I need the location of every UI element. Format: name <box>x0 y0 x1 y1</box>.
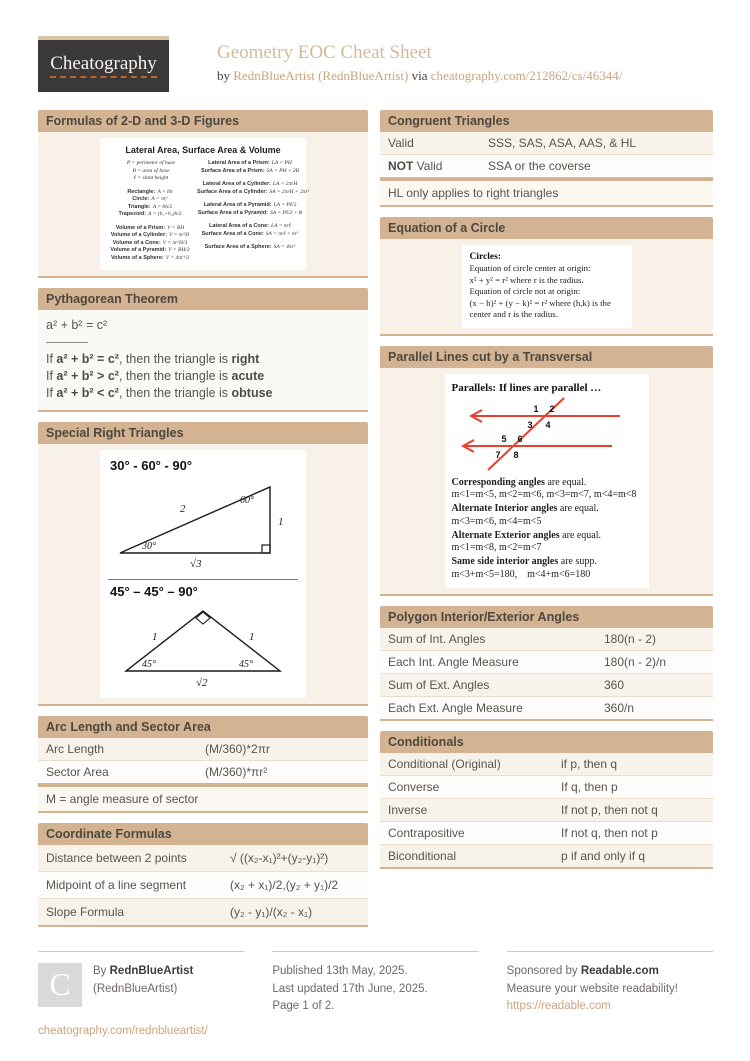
section-note: HL only applies to right triangles <box>380 179 713 207</box>
formula-line: Lateral Area of a Cylinder: LA = 2πrH <box>202 181 298 187</box>
formula-line: Volume of a Pyramid: V = BH/3 <box>110 247 190 253</box>
content-columns <box>38 110 713 937</box>
row-label: Each Int. Angle Measure <box>388 654 519 669</box>
row-label: Slope Formula <box>46 905 125 919</box>
table-row <box>380 775 713 798</box>
table-row <box>380 844 713 867</box>
formula-line: Surface Area of a Cylinder: SA = 2πrH + 2πr² <box>197 188 310 195</box>
row-label: Valid <box>388 136 414 150</box>
table-row <box>38 898 368 925</box>
transversal-rule: Same side interior angles are supp. m<3+m<5=180, m<4+m<6=180 <box>451 556 597 580</box>
formulas-left-column <box>103 160 197 262</box>
table-row <box>380 753 713 775</box>
section-title: Special Right Triangles <box>38 422 368 444</box>
row-label: Arc Length <box>46 742 105 756</box>
row-value: If q, then p <box>561 779 618 794</box>
table-row <box>38 871 368 898</box>
section-formulas-2d-3d <box>38 110 368 278</box>
logo-box <box>38 40 169 92</box>
transversal-diagram <box>452 396 642 472</box>
circle-equation-image <box>462 245 632 328</box>
section-title: Conditionals <box>380 731 713 753</box>
triangle-30-60-90-diagram <box>108 475 298 569</box>
right-angle-mark <box>196 612 210 624</box>
right-column <box>380 110 713 879</box>
author-handle: (RednBlueArtist) <box>93 982 178 995</box>
avatar-letter: C <box>49 966 71 1003</box>
table-row <box>380 628 713 650</box>
section-title: Equation of a Circle <box>380 217 713 239</box>
footer-meta <box>272 951 478 1041</box>
svg-text:5: 5 <box>500 433 507 444</box>
formulas-right-column <box>197 160 310 262</box>
triangles-image <box>100 450 306 698</box>
section-conditionals <box>380 731 713 869</box>
svg-text:8: 8 <box>512 449 519 460</box>
row-label: Sum of Ext. Angles <box>388 677 490 692</box>
svg-text:6: 6 <box>516 433 523 444</box>
section-note: M = angle measure of sector <box>38 785 368 813</box>
table-row <box>380 821 713 844</box>
formula-line: Volume of a Cylinder: V = πr²H <box>110 232 190 238</box>
table-row <box>380 673 713 696</box>
byline-prefix: by <box>217 68 234 83</box>
right-angle-mark <box>262 545 270 553</box>
circle-image-line: x² + y² = r² where r is the radius. <box>469 274 584 285</box>
sponsor-tagline: Measure your website readability! <box>506 982 678 995</box>
condition-line: If a² + b² > c², then the triangle is acute <box>46 369 265 383</box>
table-row <box>38 760 368 783</box>
sheet-url-link[interactable]: cheatography.com/212862/cs/46344/ <box>430 68 623 83</box>
circle-image-line: Equation of circle not at origin: <box>469 286 581 296</box>
section-pythagorean <box>38 288 368 412</box>
formula-line: Lateral Area of a Pyramid: LA = Pℓ/2 <box>203 202 297 208</box>
row-value: (M/360)*2πr <box>205 742 270 756</box>
row-label: Midpoint of a line segment <box>46 878 187 892</box>
row-value: √ ((x₂-x₁)²+(y₂-y₁)²) <box>230 851 329 865</box>
circle-image-line: Equation of circle center at origin: <box>469 263 591 273</box>
table-row <box>380 154 713 177</box>
svg-text:4: 4 <box>544 419 551 430</box>
formula-line: P = perimeter of base <box>126 160 176 166</box>
svg-text:1: 1 <box>152 631 158 643</box>
table-row <box>380 696 713 719</box>
svg-text:60°: 60° <box>240 495 254 506</box>
condition-line: If a² + b² < c², then the triangle is obtuse <box>46 386 273 400</box>
section-parallel-lines <box>380 346 713 596</box>
formula-line: Lateral Area of a Cone: LA = πrℓ <box>209 223 291 229</box>
row-label: Sum of Int. Angles <box>388 631 486 646</box>
triangle-45-45-90-diagram <box>108 601 298 687</box>
section-title: Arc Length and Sector Area <box>38 716 368 738</box>
row-value: 360 <box>604 677 625 692</box>
row-value: 360/n <box>604 700 635 715</box>
author-link[interactable]: RednBlueArtist (RednBlueArtist) <box>233 68 409 83</box>
footer-sponsor: Sponsored by Readable.com Measure your website readability! https://readable.com <box>507 951 713 1041</box>
row-value: SSA or the coverse <box>488 159 591 173</box>
divider <box>46 342 88 343</box>
svg-text:3: 3 <box>526 419 533 430</box>
row-label: Converse <box>388 779 440 794</box>
svg-text:30°: 30° <box>142 541 156 552</box>
row-value: 180(n - 2)/n <box>604 654 667 669</box>
triangle-30-60-90-title: 30° - 60° - 90° <box>110 458 193 473</box>
transversal-image <box>445 374 649 588</box>
formulas-image <box>100 138 310 270</box>
formula-line: Triangle: A = bh/2 <box>127 203 173 210</box>
divider <box>108 579 298 580</box>
section-title: Coordinate Formulas <box>38 823 368 845</box>
circle-image-line: center and r is the radius. <box>469 309 558 319</box>
svg-text:45°: 45° <box>239 659 253 670</box>
formula-line: Surface Area of a Pyramid: SA = Pℓ/2 + B <box>197 209 303 216</box>
table-row <box>38 845 368 871</box>
pythagorean-formula: a² + b² = c² <box>46 318 108 332</box>
row-value: (y₂ - y₁)/(x₂ - x₁) <box>230 905 313 919</box>
formula-line: Volume of a Prism: V = BH <box>115 224 185 231</box>
transversal-rule: Alternate Exterior angles are equal. m<1=m<8, m<2=m<7 <box>451 529 601 553</box>
formula-line: Lateral Area of a Prism: LA = PH <box>208 160 292 166</box>
table-row <box>380 798 713 821</box>
section-arc-length <box>38 716 368 813</box>
row-value: 180(n - 2) <box>604 631 657 646</box>
svg-text:√2: √2 <box>196 677 208 687</box>
formula-line: Surface Area of a Sphere: SA = 4πr² <box>204 244 296 250</box>
author-name: RednBlueArtist <box>109 965 194 977</box>
sponsor-link[interactable]: https://readable.com <box>506 1000 611 1012</box>
sponsor-name: Readable.com <box>580 965 659 977</box>
row-label: NOT Valid <box>388 159 443 173</box>
author-lines: By RednBlueArtist (RednBlueArtist) <box>93 963 193 1007</box>
table-row <box>380 132 713 154</box>
page-footer <box>38 951 713 1041</box>
formula-line: Circle: A = πr² <box>132 196 168 202</box>
svg-text:√3: √3 <box>190 558 202 569</box>
condition-line: If a² + b² = c², then the triangle is right <box>46 352 260 366</box>
table-row <box>38 738 368 760</box>
svg-text:1: 1 <box>249 631 255 643</box>
circle-image-heading: Circles: <box>469 252 501 262</box>
cheatography-logo[interactable] <box>38 36 169 94</box>
author-profile-link[interactable]: cheatography.com/rednblueartist/ <box>38 1025 208 1037</box>
row-label: Biconditional <box>388 848 457 863</box>
section-coordinate-formulas <box>38 823 368 927</box>
section-title: Formulas of 2-D and 3-D Figures <box>38 110 368 132</box>
formulas-image-title: Lateral Area, Surface Area & Volume <box>125 145 281 155</box>
svg-text:2: 2 <box>548 403 555 414</box>
formula-line: Volume of a Sphere: V = 4πr³/3 <box>110 254 190 261</box>
row-label: Each Ext. Angle Measure <box>388 700 523 715</box>
pythagorean-conditions <box>46 351 360 402</box>
formula-line: Surface Area of a Prism: SA = PH + 2B <box>200 167 300 174</box>
row-value: if p, then q <box>561 756 618 771</box>
formula-line: Rectangle: A = bh <box>127 188 173 195</box>
page-number: Page 1 of 2. <box>272 1000 335 1012</box>
left-column <box>38 110 368 937</box>
row-label: Distance between 2 points <box>46 851 187 865</box>
transversal-image-title: Parallels: If lines are parallel … <box>451 381 602 394</box>
logo-wordmark: Cheatography <box>50 54 157 78</box>
svg-text:45°: 45° <box>142 659 156 670</box>
svg-text:7: 7 <box>494 449 501 460</box>
row-value: If not q, then not p <box>561 825 658 840</box>
circle-image-line: (x − h)² + (y − k)² = r² where (h,k) is the <box>469 297 611 308</box>
formula-line: Surface Area of a Cone: SA = πrℓ + πr² <box>201 230 299 237</box>
formula-line: Trapezoid: A = (b₁+b₂)h/2 <box>118 211 182 217</box>
section-equation-of-circle <box>380 217 713 336</box>
section-congruent-triangles <box>380 110 713 207</box>
transversal-rules <box>452 475 642 581</box>
svg-text:1: 1 <box>278 516 284 528</box>
byline <box>217 68 622 84</box>
row-label: Contrapositive <box>388 825 465 840</box>
formula-line: Volume of a Cone: V = πr²H/3 <box>112 239 188 246</box>
section-title: Congruent Triangles <box>380 110 713 132</box>
circle-image-lines <box>470 263 624 321</box>
section-title: Pythagorean Theorem <box>38 288 368 310</box>
transversal-rule: Corresponding angles are equal. m<1=m<5, m<2=m<6, m<3=m<7, m<4=m<8 <box>451 476 637 500</box>
svg-text:1: 1 <box>532 403 539 414</box>
triangle-45-45-90-title: 45° – 45° – 90° <box>110 584 198 599</box>
formula-line: B = area of base <box>132 167 170 174</box>
formula-line: ℓ = slant height <box>133 175 169 181</box>
row-value: If not p, then not q <box>561 802 658 817</box>
row-value: (x₂ + x₁)/2,(y₂ + y₁)/2 <box>230 878 339 892</box>
section-title: Parallel Lines cut by a Transversal <box>380 346 713 368</box>
author-avatar[interactable] <box>38 963 82 1007</box>
row-value: SSS, SAS, ASA, AAS, & HL <box>488 136 637 150</box>
footer-author <box>38 951 244 1041</box>
section-polygon-angles <box>380 606 713 721</box>
byline-via: via <box>408 68 431 83</box>
row-value: p if and only if q <box>561 848 646 863</box>
page-title: Geometry EOC Cheat Sheet <box>217 42 432 63</box>
row-label: Inverse <box>388 802 428 817</box>
table-row <box>380 650 713 673</box>
published-date: Published 13th May, 2025. <box>272 965 408 977</box>
row-label: Conditional (Original) <box>388 756 501 771</box>
page-header <box>38 36 713 94</box>
updated-date: Last updated 17th June, 2025. <box>272 982 428 995</box>
row-label: Sector Area <box>46 765 109 779</box>
transversal-rule: Alternate Interior angles are equal. m<3=m<6, m<4=m<5 <box>451 503 599 527</box>
section-title: Polygon Interior/Exterior Angles <box>380 606 713 628</box>
title-block <box>217 36 622 94</box>
row-value: (M/360)*πr² <box>205 765 268 779</box>
svg-text:2: 2 <box>180 503 186 515</box>
section-special-right-triangles <box>38 422 368 706</box>
